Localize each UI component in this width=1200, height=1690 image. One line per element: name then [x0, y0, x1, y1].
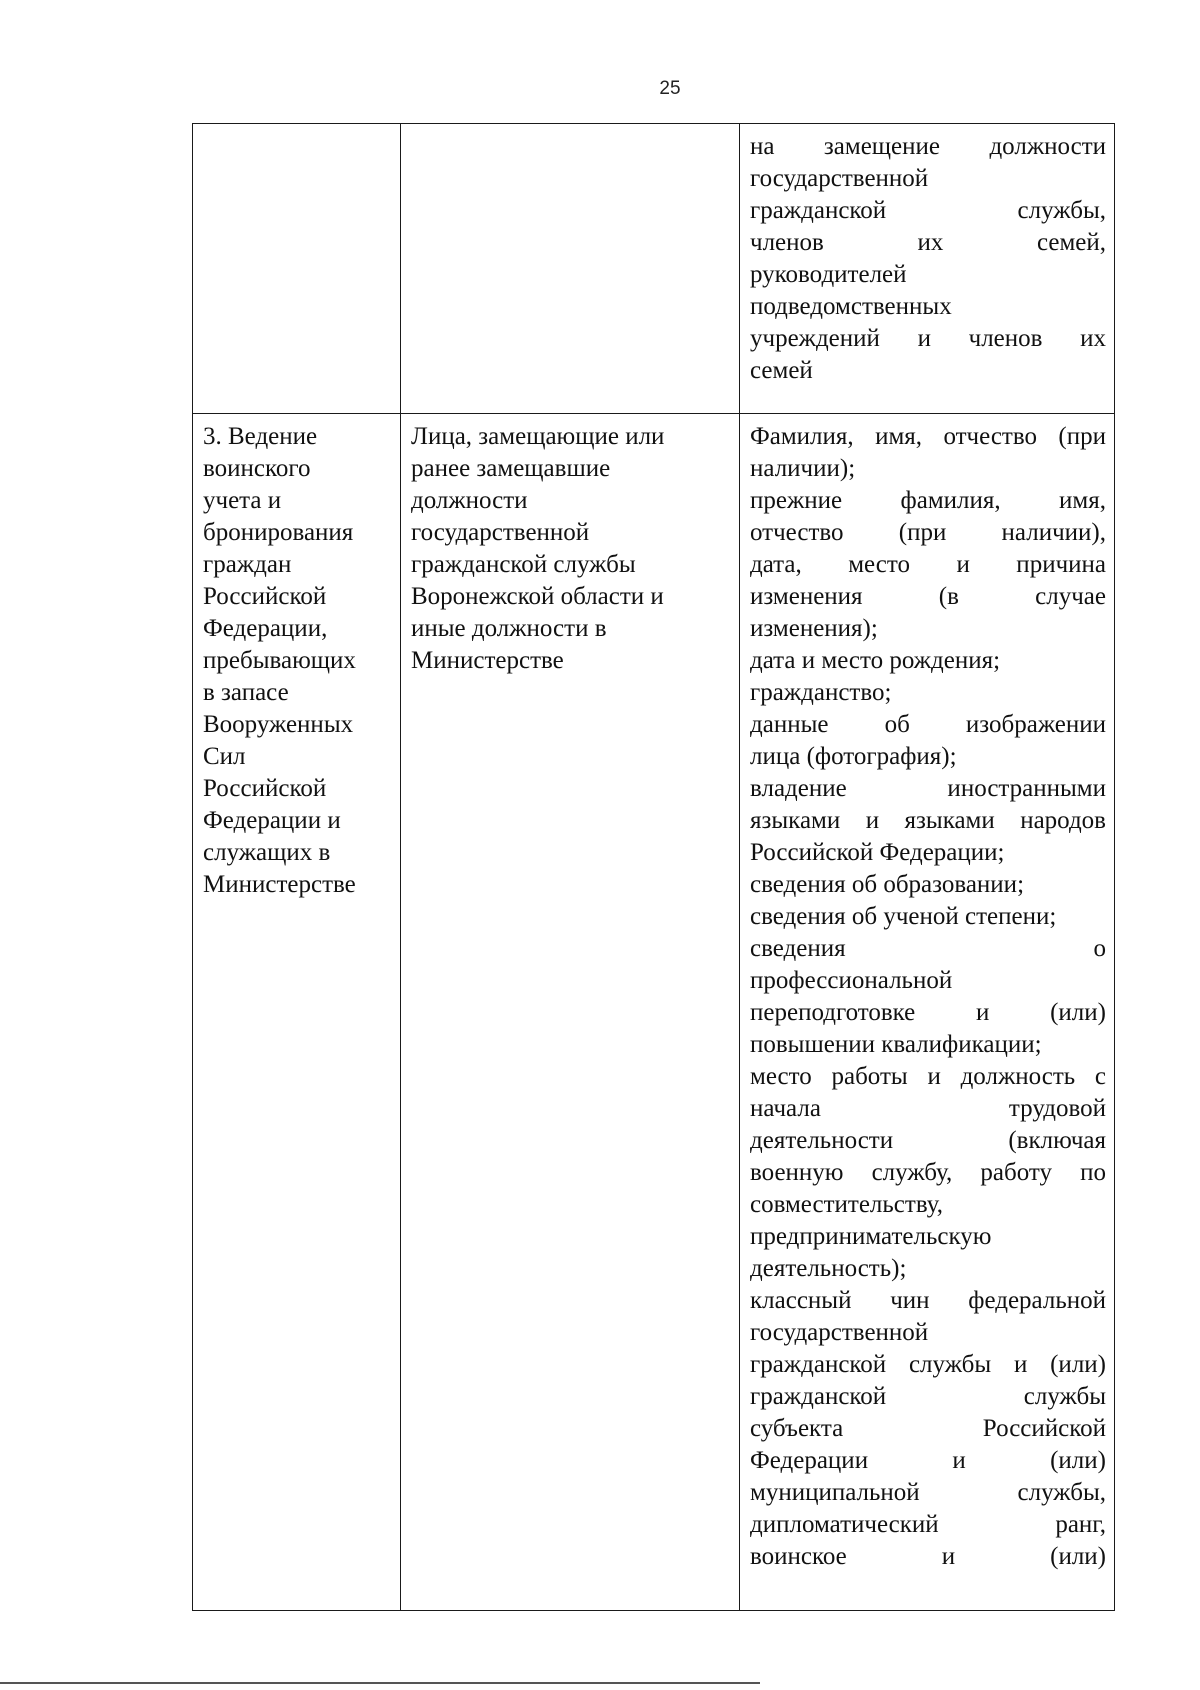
cell-text-line: дата, место и причина	[750, 551, 1106, 578]
cell-text-line: государственной	[750, 1319, 929, 1346]
cell-text-line: Российской	[203, 583, 327, 610]
cell-text-line: повышении квалификации;	[750, 1031, 1042, 1058]
cell-text-line: руководителей	[750, 261, 907, 288]
cell-text-line: Фамилия, имя, отчество (при	[750, 423, 1106, 450]
cell-text-line: деятельность);	[750, 1255, 907, 1282]
cell-text-line: Федерации и (или)	[750, 1447, 1106, 1474]
cell-text-line: иные должности в	[411, 615, 607, 642]
cell-text-line: гражданство;	[750, 679, 892, 706]
cell-text-line: гражданской службы и (или)	[750, 1351, 1106, 1378]
cell-subjects-continued	[401, 124, 740, 414]
cell-purpose-military-registration	[193, 414, 401, 1611]
cell-text-line: наличии);	[750, 455, 856, 482]
cell-text-line: владение иностранными	[750, 775, 1106, 802]
cell-subjects-persons	[401, 414, 740, 1611]
cell-text-line: прежние фамилия, имя,	[750, 487, 1106, 514]
cell-text-line: государственной	[411, 519, 590, 546]
cell-text-line: подведомственных	[750, 293, 952, 320]
cell-text-line: сведения о	[750, 935, 1106, 962]
cell-text-line: лица (фотография);	[750, 743, 957, 770]
cell-text-line: пребывающих	[203, 647, 356, 674]
cell-text-line: гражданской службы	[411, 551, 636, 578]
cell-text-line: военную службу, работу по	[750, 1159, 1106, 1186]
bottom-scan-rule	[0, 1682, 760, 1684]
cell-data-list-continued	[740, 124, 1115, 414]
cell-text-line: Сил	[203, 743, 246, 770]
cell-text-line: членов их семей,	[750, 229, 1106, 256]
cell-text-line: гражданской службы,	[750, 197, 1106, 224]
cell-text-line: изменения (в случае	[750, 583, 1106, 610]
cell-text-line: воинское и (или)	[750, 1543, 1106, 1570]
cell-text-line: отчество (при наличии),	[750, 519, 1106, 546]
cell-text-line: языками и языками народов	[750, 807, 1106, 834]
cell-text-line: бронирования	[203, 519, 354, 546]
cell-text-line: Министерстве	[203, 871, 356, 898]
cell-text-line: Федерации и	[203, 807, 341, 834]
cell-text-line: профессиональной	[750, 967, 953, 994]
cell-text-line: классный чин федеральной	[750, 1287, 1106, 1314]
table-row-continued	[193, 124, 1115, 414]
cell-text-line: деятельности (включая	[750, 1127, 1106, 1154]
cell-text-line: Министерстве	[411, 647, 564, 674]
cell-text-line: Вооруженных	[203, 711, 354, 738]
cell-text-line: предпринимательскую	[750, 1223, 992, 1250]
cell-purpose-continued	[193, 124, 401, 414]
cell-text-line: изменения);	[750, 615, 878, 642]
cell-text-line: место работы и должность с	[750, 1063, 1106, 1090]
cell-text-line: государственной	[750, 165, 929, 192]
cell-text-line: Федерации,	[203, 615, 328, 642]
cell-text-line: дипломатический ранг,	[750, 1511, 1106, 1538]
page-number: 25	[659, 78, 681, 99]
cell-text-line: сведения об ученой степени;	[750, 903, 1057, 930]
cell-text-line: Воронежской области и	[411, 583, 664, 610]
cell-text-line: служащих в	[203, 839, 331, 866]
cell-data-list	[740, 414, 1115, 1611]
table-row-3	[193, 414, 1115, 1611]
cell-text-line: начала трудовой	[750, 1095, 1106, 1122]
cell-text-line: 3. Ведение	[203, 423, 318, 450]
cell-text-line: Лица, замещающие или	[411, 423, 665, 450]
cell-text-line: в запасе	[203, 679, 289, 706]
cell-text-line: муниципальной службы,	[750, 1479, 1106, 1506]
cell-text-line: гражданской службы	[750, 1383, 1106, 1410]
cell-text-line: семей	[750, 357, 813, 384]
cell-text-line: граждан	[203, 551, 292, 578]
cell-text-line: на замещение должности	[750, 133, 1106, 160]
cell-text-line: должности	[411, 487, 528, 514]
cell-text-line: субъекта Российской	[750, 1415, 1106, 1442]
cell-text-line: ранее замещавшие	[411, 455, 611, 482]
cell-text-line: сведения об образовании;	[750, 871, 1025, 898]
data-processing-table	[192, 123, 1115, 1611]
cell-text-line: данные об изображении	[750, 711, 1106, 738]
cell-text-line: воинского	[203, 455, 311, 482]
cell-text-line: дата и место рождения;	[750, 647, 1001, 674]
cell-text-line: совместительству,	[750, 1191, 944, 1218]
cell-text-line: учета и	[203, 487, 282, 514]
cell-text-line: учреждений и членов их	[750, 325, 1106, 352]
cell-text-line: переподготовке и (или)	[750, 999, 1106, 1026]
cell-text-line: Российской	[203, 775, 327, 802]
cell-text-line: Российской Федерации;	[750, 839, 1005, 866]
